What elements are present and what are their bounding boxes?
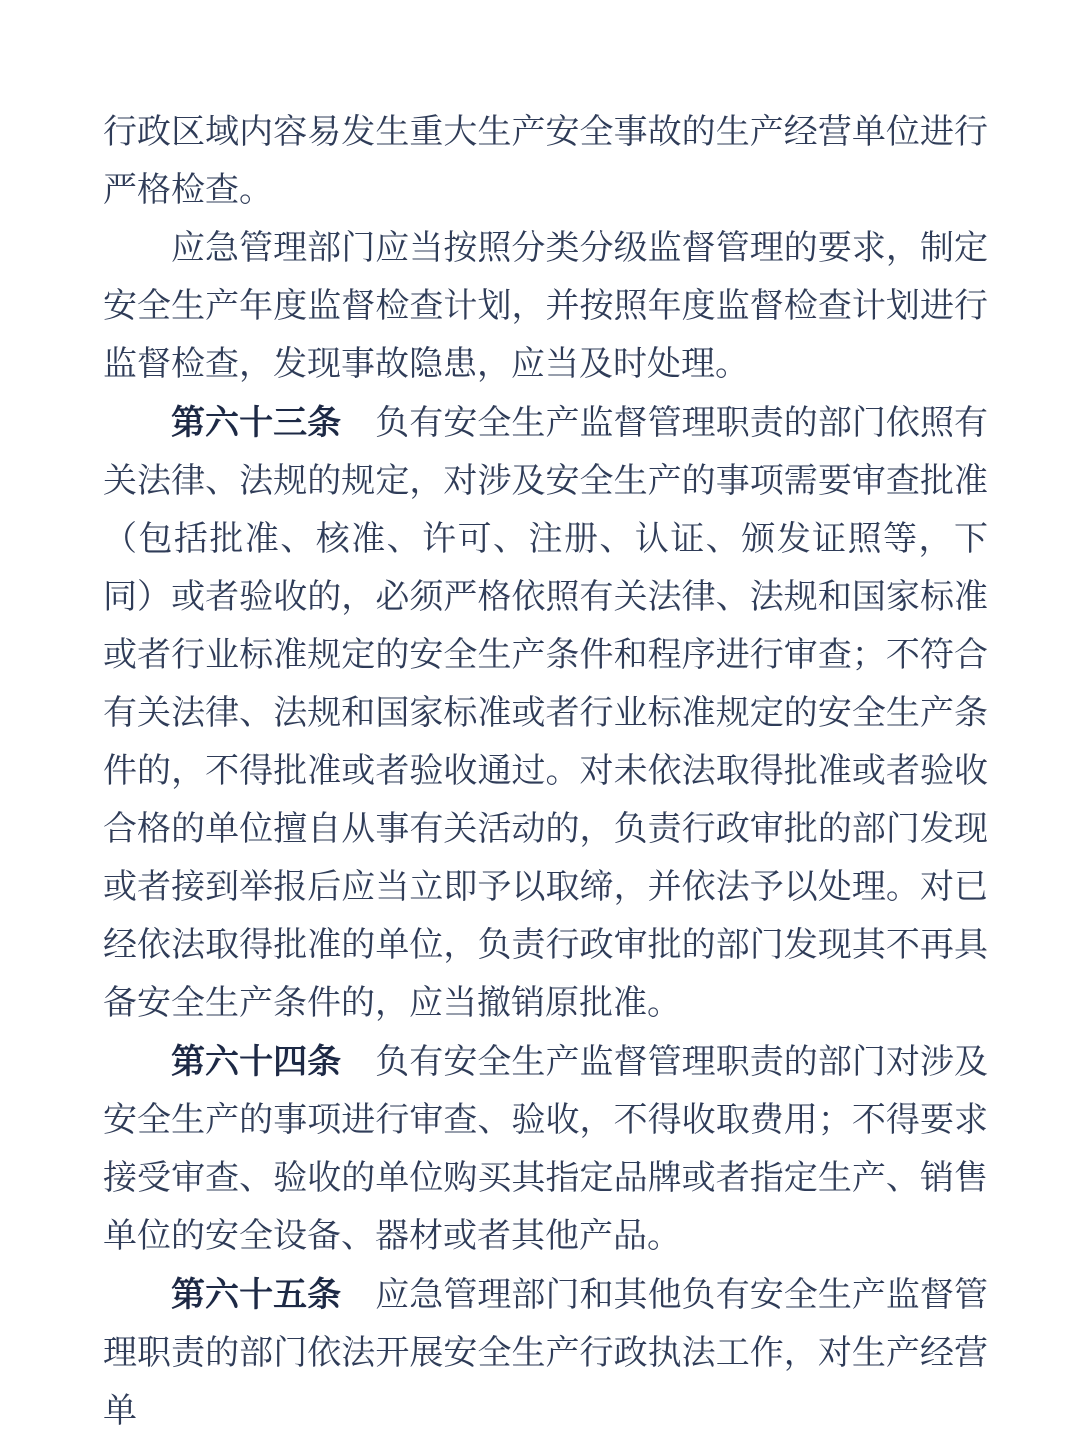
- paragraph-text: 应急管理部门和其他负有安全生产监督管理职责的部门依法开展安全生产行政执法工作，对生产经营单: [103, 1277, 989, 1430]
- paragraph-text: 行政区域内容易发生重大生产安全事故的生产经营单位进行严格检查。: [103, 114, 988, 209]
- paragraph-article-65: [103, 1266, 988, 1441]
- article-number: 第六十四条: [171, 1043, 342, 1081]
- paragraph-article-64: [103, 1033, 988, 1266]
- paragraph: [103, 220, 988, 394]
- paragraph-text: 负有安全生产监督管理职责的部门依照有关法律、法规的规定，对涉及安全生产的事项需要审查批准（包括批准、核准、许可、注册、认证、颁发证照等，下同）或者验收的，必须严格依照有关法律、法规和国家标准或者行业标准规定的安全生产条件和程序进行审查；不符合有关法律、法规和国家标准或者行业标准规定的安全生产条件的，不得批准或者验收通过。对未依法取得批准或者验收合格的单位擅自从事有关活动的，负责行政审批的部门发现或者接到举报后应当立即予以取缔，并依法予以处理。对已经依法取得批准的单位，负责行政审批的部门发现其不再具备安全生产条件的，应当撤销原批准。: [103, 405, 989, 1022]
- paragraph-text: 负有安全生产监督管理职责的部门对涉及安全生产的事项进行审查、验收，不得收取费用；不得要求接受审查、验收的单位购买其指定品牌或者指定生产、销售单位的安全设备、器材或者其他产品。: [103, 1044, 989, 1255]
- article-number: 第六十五条: [171, 1276, 342, 1314]
- paragraph-continuation: [103, 104, 988, 220]
- paragraph-article-63: [103, 394, 988, 1033]
- paragraph-text: 应急管理部门应当按照分类分级监督管理的要求，制定安全生产年度监督检查计划，并按照年度监督检查计划进行监督检查，发现事故隐患，应当及时处理。: [103, 230, 988, 383]
- article-number: 第六十三条: [171, 404, 342, 442]
